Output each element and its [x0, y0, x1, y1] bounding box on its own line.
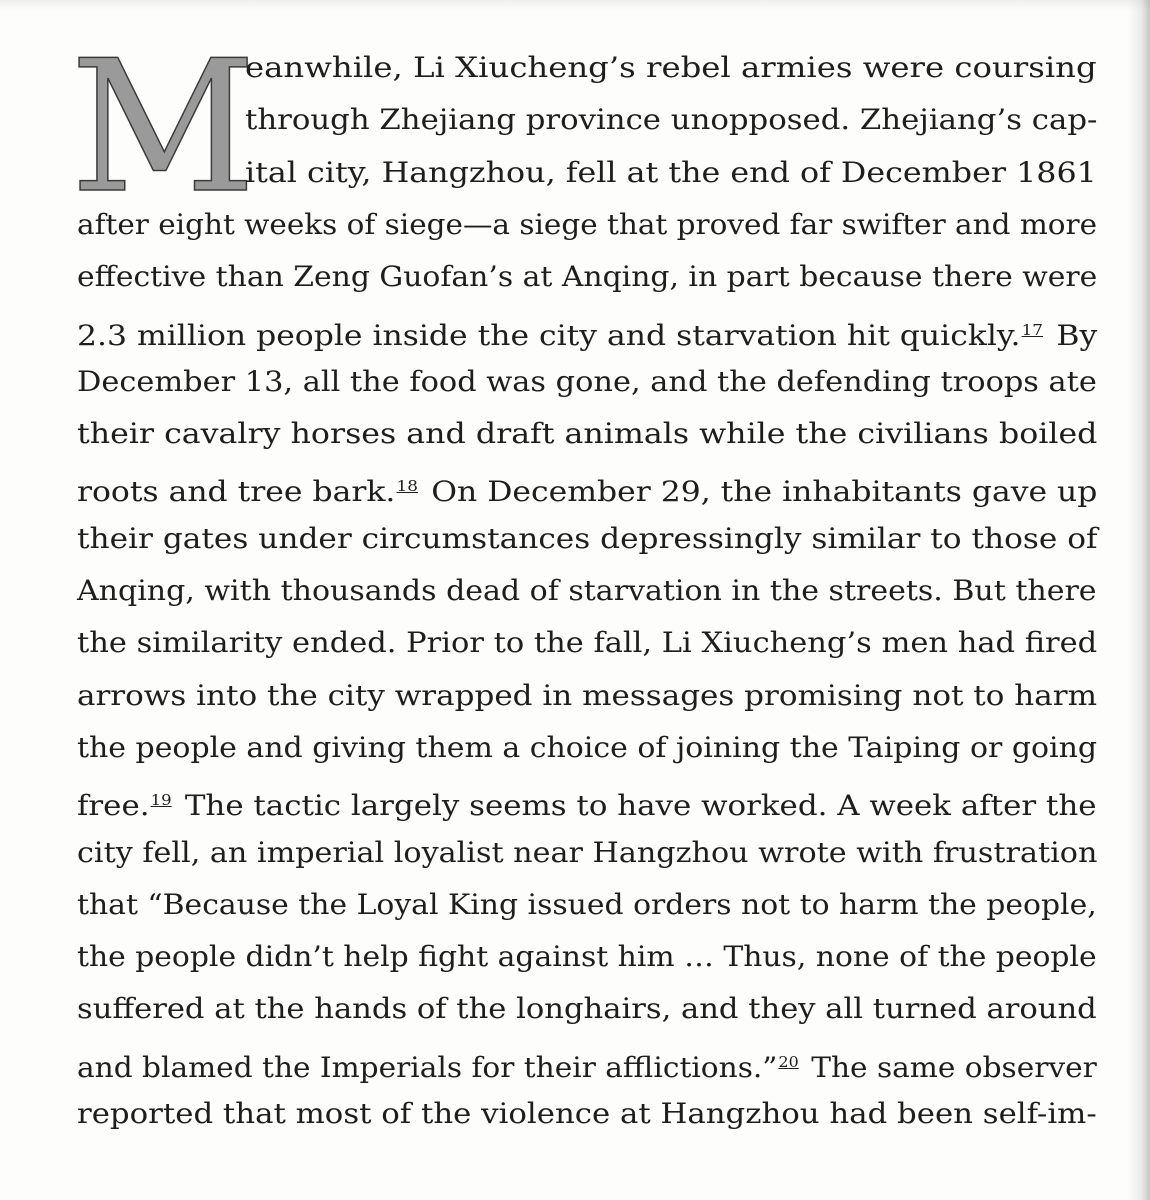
footnote-reference[interactable]: 17 [1021, 320, 1043, 339]
page-edge-shadow [1128, 0, 1150, 1200]
text-line [77, 780, 1096, 826]
text-line: effective than Zeng Guofan’s at Anqing, in part because there were [77, 260, 1098, 294]
line-text: 2.3 million people inside the city and starvation hit quickly. [77, 318, 1021, 352]
text-line: that “Because the Loyal King issued orders not to harm the people, [77, 887, 1097, 921]
text-line: eanwhile, Li Xiucheng’s rebel armies were coursing [245, 51, 1097, 84]
footnote-reference[interactable]: 18 [396, 477, 418, 496]
text-line: city fell, an imperial loyalist near Hangzhou wrote with frustration [77, 835, 1098, 869]
scan-top-shadow [0, 0, 1150, 10]
line-text: free. [77, 789, 150, 823]
text-line: through Zhejiang province unopposed. Zhejiang’s cap- [245, 103, 1098, 137]
text-line: ital city, Hangzhou, fell at the end of December 1861 [245, 155, 1097, 189]
line-text: On December 29, the inhabitants gave up [421, 475, 1098, 509]
footnote-reference[interactable]: 19 [150, 791, 172, 810]
text-line [77, 1042, 1097, 1088]
line-text: The tactic largely seems to have worked. A week after the [175, 789, 1097, 823]
text-line: their cavalry horses and draft animals while the civilians boiled [77, 417, 1098, 451]
text-line: after eight weeks of siege—a siege that proved far swifter and more [77, 207, 1098, 241]
text-line: Anqing, with thousands dead of starvation in the streets. But there [77, 574, 1097, 607]
line-text: roots and tree bark. [77, 475, 396, 509]
drop-cap-letter: M [70, 21, 251, 233]
line-text: The same observer [801, 1050, 1097, 1084]
text-line: suffered at the hands of the longhairs, and they all turned around [77, 992, 1097, 1026]
text-line [77, 466, 1097, 512]
text-line: the similarity ended. Prior to the fall, Li Xiucheng’s men had fired [77, 626, 1098, 660]
text-line: arrows into the city wrapped in messages promising not to harm [77, 678, 1097, 712]
text-line: the people didn’t help fight against him … Thus, none of the people [77, 940, 1097, 974]
text-line: their gates under circumstances depressingly similar to those of [77, 521, 1098, 555]
text-line [77, 310, 1097, 356]
footnote-reference[interactable]: 20 [778, 1052, 799, 1071]
text-line: December 13, all the food was gone, and the defending troops ate [77, 364, 1097, 398]
line-text: and blamed the Imperials for their afflictions.” [77, 1050, 778, 1084]
text-line: reported that most of the violence at Hangzhou had been self-im- [77, 1097, 1097, 1130]
line-text: By [1046, 318, 1098, 352]
text-line: the people and giving them a choice of joining the Taiping or going [77, 730, 1098, 764]
